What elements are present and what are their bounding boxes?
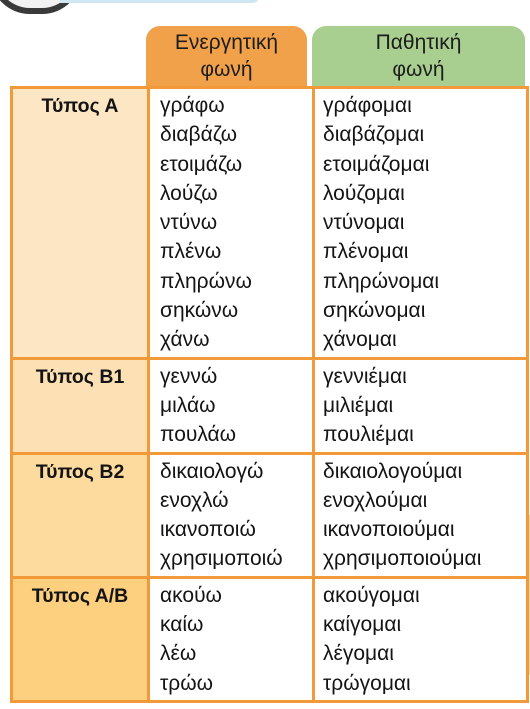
passive-verb: γεννιέμαι <box>323 364 407 388</box>
passive-voice-cell <box>314 577 528 701</box>
active-verb: σηκώνω <box>160 299 239 323</box>
active-verb: χρησιμοποιώ <box>160 547 283 571</box>
passive-verb: χάνομαι <box>323 328 397 352</box>
active-voice-cell <box>149 453 314 577</box>
passive-verb: ενοχλούμαι <box>323 488 428 512</box>
header-active-voice <box>146 26 307 86</box>
verb-type-label: Τύπος Β1 <box>12 358 149 453</box>
active-verb: ενοχλώ <box>160 488 229 512</box>
active-verb: ακούω <box>160 583 222 607</box>
passive-verb: χρησιμοποιούμαι <box>323 547 482 571</box>
header-passive-voice-label: Παθητική φωνή <box>375 31 462 81</box>
passive-verb: ικανοποιούμαι <box>323 518 455 542</box>
passive-verb: πληρώνομαι <box>323 269 440 293</box>
passive-verb: πουλιέμαι <box>323 423 414 447</box>
passive-verb: ακούγομαι <box>323 583 420 607</box>
verb-voice-table <box>10 86 529 703</box>
table-row <box>12 358 528 453</box>
passive-verb: σηκώνομαι <box>323 299 426 323</box>
active-verb: ικανοποιώ <box>160 518 256 542</box>
active-verb: γεννώ <box>160 364 218 388</box>
active-verb: πλένω <box>160 240 222 264</box>
header-passive-voice <box>312 26 525 86</box>
active-verb: γράφω <box>160 94 225 117</box>
active-voice-cell <box>149 577 314 701</box>
passive-voice-cell <box>314 358 528 453</box>
active-verb: πληρώνω <box>160 269 252 293</box>
passive-verb: λούζομαι <box>323 181 405 205</box>
active-verb: χάνω <box>160 328 210 352</box>
passive-voice-cell <box>314 453 528 577</box>
table-row <box>12 88 528 359</box>
active-voice-cell <box>149 88 314 359</box>
active-verb: μιλάω <box>160 393 216 417</box>
active-verb: πουλάω <box>160 423 237 447</box>
passive-verb: ντύνομαι <box>323 211 405 235</box>
active-verb: διαβάζω <box>160 123 237 147</box>
passive-verb: πλένομαι <box>323 240 409 264</box>
active-verb: τρώω <box>160 671 214 695</box>
active-verb: ντύνω <box>160 211 218 235</box>
verb-type-label: Τύπος Α <box>12 88 149 359</box>
passive-verb: δικαιολογούμαι <box>323 459 463 483</box>
passive-verb: λέγομαι <box>323 642 394 666</box>
passive-verb: διαβάζομαι <box>323 123 425 147</box>
active-voice-cell <box>149 358 314 453</box>
passive-verb: μιλιέμαι <box>323 393 394 417</box>
decorative-bar <box>60 0 260 3</box>
active-verb: λέω <box>160 642 197 666</box>
passive-verb: καίγομαι <box>323 613 402 637</box>
table-row <box>12 577 528 701</box>
active-verb: δικαιολογώ <box>160 459 264 483</box>
passive-voice-cell <box>314 88 528 359</box>
verb-type-label: Τύπος Α/Β <box>12 577 149 701</box>
table-row <box>12 453 528 577</box>
active-verb: λούζω <box>160 181 218 205</box>
header-active-voice-label: Ενεργητική φωνή <box>174 31 279 81</box>
passive-verb: ετοιμάζομαι <box>323 152 430 176</box>
active-verb: ετοιμάζω <box>160 152 243 176</box>
passive-verb: τρώγομαι <box>323 671 411 695</box>
verb-type-label: Τύπος Β2 <box>12 453 149 577</box>
passive-verb: γράφομαι <box>323 94 412 117</box>
active-verb: καίω <box>160 613 204 637</box>
